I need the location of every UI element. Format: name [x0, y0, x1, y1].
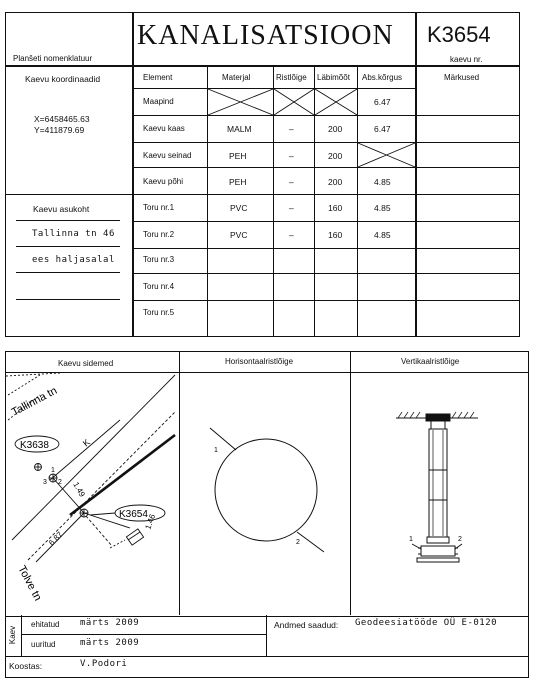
cell-cross: – — [289, 230, 294, 240]
location-label: Kaevu asukoht — [33, 204, 90, 214]
col-header-height: Abs.kõrgus — [362, 73, 403, 82]
cell-element: Kaevu kaas — [143, 124, 185, 133]
dimension-1-46: 1.46 — [143, 512, 158, 531]
well-label-k3654: K3654 — [119, 509, 148, 520]
cell-diameter: 200 — [328, 177, 343, 187]
author-label: Koostas: — [9, 661, 43, 671]
cell-height: 4.85 — [374, 230, 391, 240]
data-source-label: Andmed saadud: — [274, 620, 339, 630]
cell-material: PVC — [230, 230, 248, 240]
cell-height: 6.47 — [374, 124, 391, 134]
location-line-2: ees haljasalal — [32, 255, 115, 265]
coordinate-x: X=6458465.63 — [34, 114, 90, 124]
panel-title-vertical: Vertikaalristlõige — [401, 357, 460, 366]
vertical-pipe-1: 1 — [409, 536, 413, 543]
cell-cross: – — [289, 203, 294, 213]
location-line-1: Tallinna tn 46 — [32, 229, 115, 239]
panel-title-connections: Kaevu sidemed — [58, 359, 114, 368]
sewer-k-label: K — [80, 437, 92, 449]
cell-material: PEH — [229, 177, 247, 187]
cell-height: 4.85 — [374, 177, 391, 187]
well-code-label: kaevu nr. — [450, 55, 483, 64]
street-label-tallinna: Tallinna tn — [9, 384, 60, 419]
cell-cross: – — [289, 124, 294, 134]
pipe-number-1: 1 — [51, 467, 55, 474]
coordinate-y: Y=411879.69 — [34, 125, 85, 135]
author-value: V.Podori — [80, 659, 128, 669]
street-label-tolve: Tolve tn — [15, 563, 44, 603]
sheet-nomenclature-label: Planšeti nomenklatuur — [13, 54, 93, 63]
coordinates-label: Kaevu koordinaadid — [25, 74, 101, 84]
col-header-cross: Ristlõige — [276, 73, 307, 82]
well-code: K3654 — [427, 22, 491, 47]
pipe-number-3: 3 — [43, 479, 47, 486]
cell-element: Toru nr.5 — [143, 308, 175, 317]
cell-cross: – — [289, 151, 294, 161]
cell-element: Toru nr.2 — [143, 230, 175, 239]
col-header-material: Materjal — [222, 73, 251, 82]
surveyed-label: uuritud — [31, 640, 56, 649]
col-header-element: Element — [143, 73, 173, 82]
cell-height: 4.85 — [374, 203, 391, 213]
cell-diameter: 160 — [328, 230, 343, 240]
built-label: ehitatud — [31, 620, 60, 629]
cell-diameter: 200 — [328, 151, 343, 161]
well-label-k3638: K3638 — [20, 440, 49, 451]
cell-cross: – — [289, 177, 294, 187]
cell-element: Kaevu seinad — [143, 151, 192, 160]
dimension-1-49: 1.49 — [71, 480, 87, 499]
dimension-6-87: 6.87 — [47, 530, 65, 548]
cell-element: Kaevu põhi — [143, 177, 184, 186]
cell-height: 6.47 — [374, 97, 391, 107]
pipe-number-2: 2 — [58, 479, 62, 486]
cell-element: Maapind — [143, 97, 174, 106]
cell-element: Toru nr.3 — [143, 255, 175, 264]
cell-element: Toru nr.1 — [143, 203, 175, 212]
vertical-pipe-2: 2 — [458, 536, 462, 543]
built-value: märts 2009 — [80, 618, 140, 628]
cell-diameter: 200 — [328, 124, 343, 134]
cell-material: MALM — [227, 124, 252, 134]
cell-material: PVC — [230, 203, 248, 213]
cell-element: Toru nr.4 — [143, 282, 175, 291]
cell-diameter: 160 — [328, 203, 343, 213]
col-header-diameter: Läbimõõt — [317, 73, 350, 82]
form-title: KANALISATSIOON — [137, 20, 394, 51]
panel-title-horizontal: Horisontaalristlõige — [225, 357, 294, 366]
kaev-vertical-label: Kaev — [8, 625, 18, 645]
horizontal-pipe-2: 2 — [296, 539, 300, 546]
col-header-notes: Märkused — [444, 73, 480, 82]
data-source-value: Geodeesiatööde OÜ E-0120 — [355, 618, 498, 628]
horizontal-pipe-1: 1 — [214, 447, 218, 454]
surveyed-value: märts 2009 — [80, 638, 140, 648]
cell-material: PEH — [229, 151, 247, 161]
